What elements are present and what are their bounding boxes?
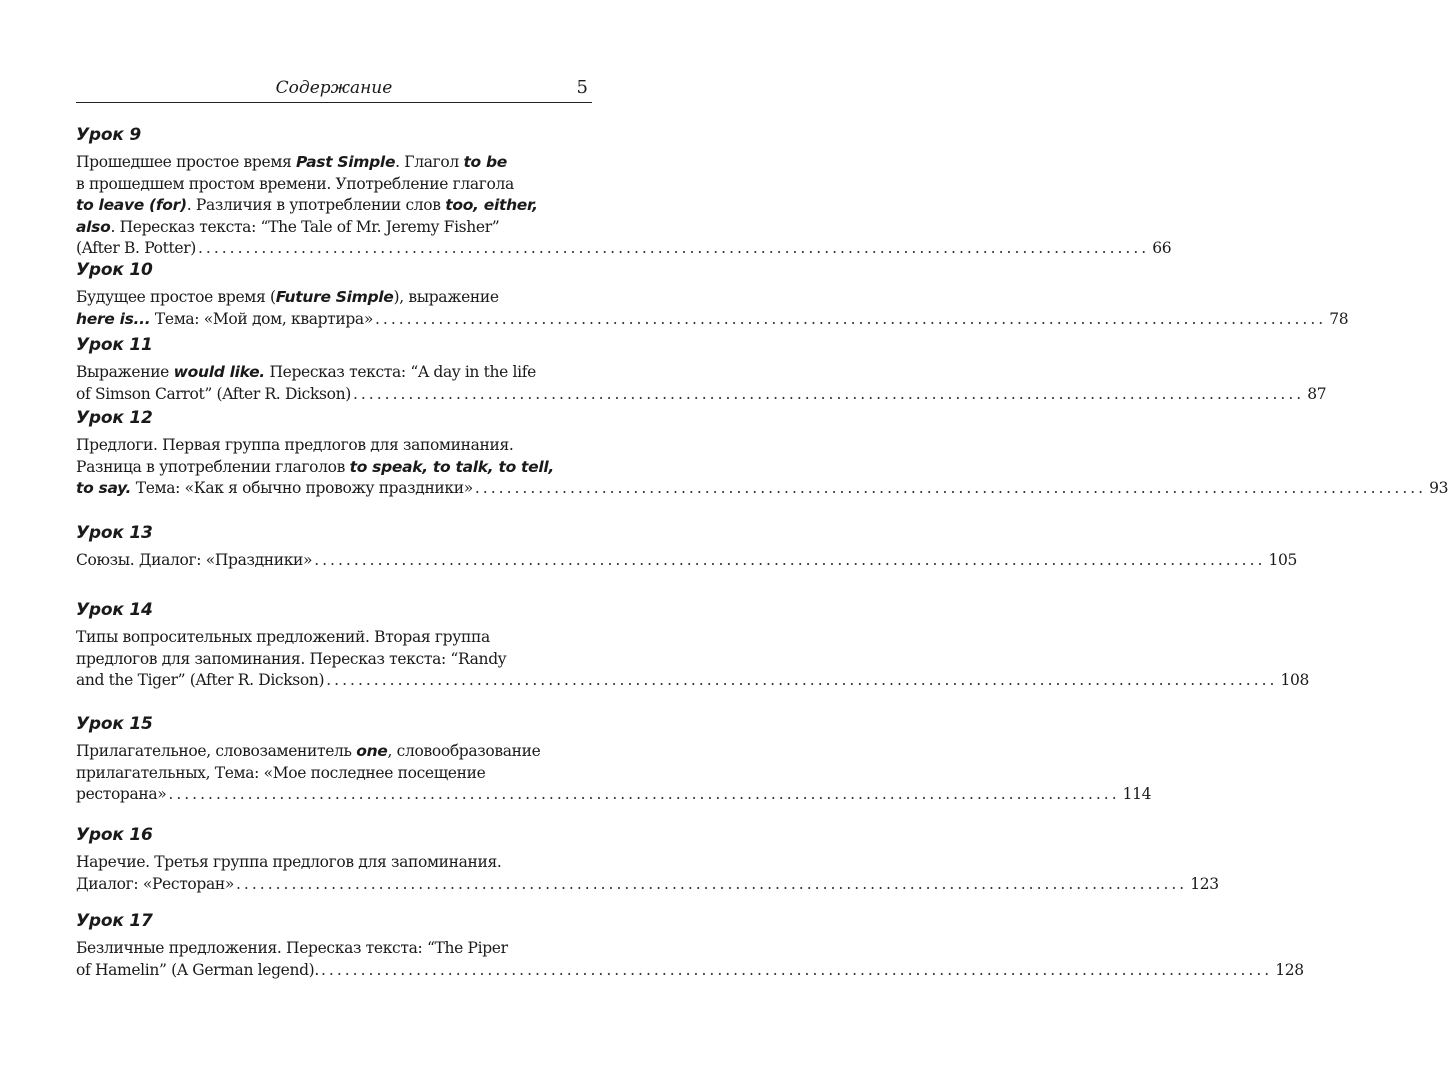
toc-entry[interactable] [76,125,1172,260]
page-number: 105 [1268,551,1297,569]
toc-entry[interactable] [76,523,1297,572]
line-text [76,960,319,982]
line-text [76,175,514,193]
description-line [76,649,588,671]
description-line [76,874,1219,896]
toc-entry[interactable] [76,911,1304,981]
description-line [76,238,1172,260]
text-segment: . Различия в употреблении слов [186,196,446,214]
line-text [76,153,507,171]
page-number: 123 [1190,874,1219,893]
lesson-title: Урок 10 [76,260,153,280]
term-bold: here is... [76,309,151,328]
text-segment: Тема: «Как я обычно провожу праздники» [131,479,473,497]
toc-entry[interactable] [76,714,1152,806]
description-line [76,457,588,479]
running-header [76,76,592,103]
toc-entry[interactable] [76,408,1448,500]
line-text [76,436,513,454]
text-segment: в прошедшем простом времени. Употребление глагола [76,174,514,193]
text-segment: of Simson Carrot” (After R. Dickson) [76,384,351,403]
description-line [76,287,588,309]
page-number: 87 [1307,384,1327,403]
text-segment: (After B. Potter) [76,239,196,257]
text-segment: Прошедшее простое время [76,153,297,171]
dot-leader: ........................................................................................................................ [326,671,1278,689]
text-segment: of Hamelin” (A German legend). [76,960,319,979]
term-bold: to leave (for) [76,196,187,214]
text-segment: Тема: «Мой дом, квартира» [150,309,373,328]
dot-leader: ........................................................................................................................ [168,785,1120,803]
description-line [76,435,588,457]
text-segment: , словообразование [387,742,541,760]
line-text [76,218,499,236]
term-bold: too, either, [445,196,538,214]
lesson-description [76,741,1152,806]
page-number: 93 [1429,479,1448,497]
description-line [76,195,588,217]
description-line [76,741,588,763]
term-bold: would like. [173,363,265,381]
page-number: 66 [1152,239,1172,257]
toc-entry[interactable] [76,260,1349,330]
line-text [76,670,324,692]
line-text [76,478,473,500]
line-text [76,939,508,957]
line-text [76,458,554,476]
lesson-title: Урок 12 [76,408,153,428]
line-text [76,363,536,381]
line-text [76,238,196,260]
lesson-title: Урок 14 [76,600,153,620]
line-text [76,853,502,871]
dot-leader: ........................................................................................................................ [314,551,1266,569]
description-line [76,309,1349,331]
text-segment: and the Tiger” (After R. Dickson) [76,671,325,689]
line-text [76,628,490,646]
text-segment: ресторана» [76,785,167,803]
lesson-title: Урок 11 [76,335,153,355]
text-segment: Безличные предложения. Пересказ текста: “The Piper [76,939,508,957]
line-text [76,742,540,760]
description-line [76,960,1304,982]
text-segment: ), выражение [393,288,499,306]
description-line [76,627,588,649]
description-line [76,550,1297,572]
description-line [76,217,588,239]
text-segment: Будущее простое время ( [76,288,276,306]
text-segment: предлогов для запоминания. Пересказ текста: “Randy [76,649,507,668]
lesson-title: Урок 17 [76,911,153,931]
line-text [76,650,506,668]
lesson-description [76,362,1327,405]
text-segment: . Глагол [395,153,464,171]
term-bold: Past Simple [296,153,396,171]
text-segment: Прилагательное, словозаменитель [76,742,357,760]
dot-leader: ........................................................................................................................ [235,874,1188,893]
description-line [76,763,588,785]
description-line [76,784,1152,806]
text-segment: Наречие. Третья группа предлогов для запоминания. [76,853,502,871]
page-number: 128 [1275,960,1304,979]
dot-leader: ........................................................................................................................ [374,309,1327,328]
term-bold: also [76,217,111,236]
lesson-description [76,550,1297,572]
lesson-description [76,852,1219,895]
lesson-description [76,287,1349,330]
dot-leader: ........................................................................................................................ [474,479,1427,497]
term-bold: one [356,742,388,760]
lesson-title: Урок 16 [76,825,153,845]
line-text [76,550,312,572]
description-line [76,852,588,874]
lesson-description [76,435,1448,500]
text-segment: Типы вопросительных предложений. Вторая группа [76,628,490,646]
toc-entry[interactable] [76,335,1327,405]
lesson-title: Урок 9 [76,125,142,145]
description-line [76,362,588,384]
text-segment: прилагательных, Тема: «Мое последнее посещение [76,763,486,782]
dot-leader: ........................................................................................................................ [197,239,1150,257]
description-line [76,670,1310,692]
dot-leader: ........................................................................................................................ [320,960,1273,979]
page-number: 114 [1122,785,1152,803]
toc-entry[interactable] [76,825,1219,895]
term-bold: to speak, to talk, to tell, [349,457,554,476]
line-text [76,309,373,331]
header-title: Содержание [275,78,393,98]
line-text [76,196,538,214]
text-segment: Диалог: «Ресторан» [76,874,234,893]
text-segment: . Пересказ текста: “The Tale of Mr. Jeremy Fisher” [110,217,500,236]
description-line [76,152,588,174]
description-line [76,938,588,960]
lesson-title: Урок 13 [76,523,153,543]
line-text [76,384,351,406]
term-bold: to say. [76,479,132,497]
term-bold: to be [463,153,507,171]
description-line [76,478,1448,500]
text-segment: Предлоги. Первая группа предлогов для запоминания. [76,436,514,454]
text-segment: Союзы. Диалог: «Праздники» [76,551,313,569]
lesson-description [76,627,1310,692]
line-text [76,288,499,306]
text-segment: Выражение [76,363,174,381]
page-number: 78 [1329,309,1349,328]
dot-leader: ........................................................................................................................ [352,384,1305,403]
text-segment: Разница в употреблении глаголов [76,457,350,476]
description-line [76,174,588,196]
lesson-description [76,152,1172,260]
line-text [76,874,234,896]
page-number: 108 [1280,671,1310,689]
line-text [76,764,485,782]
lesson-description [76,938,1304,981]
line-text [76,784,166,806]
text-segment: Пересказ текста: “A day in the life [264,363,536,381]
toc-entry[interactable] [76,600,1310,692]
description-line [76,384,1327,406]
lesson-title: Урок 15 [76,714,153,734]
term-bold: Future Simple [275,288,394,306]
header-page-number: 5 [576,77,588,98]
